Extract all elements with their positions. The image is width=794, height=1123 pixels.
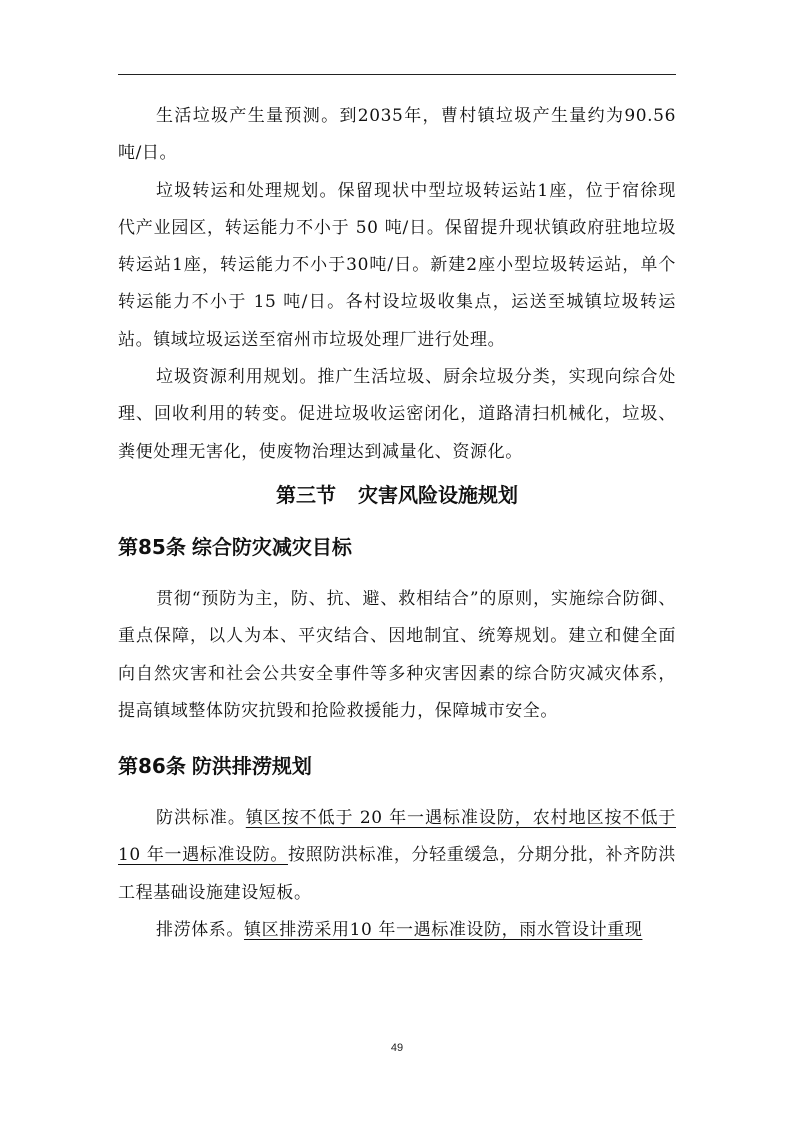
page-number: 49 [390,1042,404,1054]
article-85-heading [118,531,676,563]
article-86-heading [118,750,676,782]
header-rule [118,74,676,75]
article-85-number: 第85条 [118,534,186,559]
paragraph-garbage-forecast: 生活垃圾产生量预测。到2035年，曹村镇垃圾产生量约为90.56吨/日。 [118,106,676,164]
article-86-flood-standard [118,800,676,912]
flood-standard-rest: 按照防洪标准，分轻重缓急，分期分批，补齐防洪工程基础设施建设短板。 [118,845,676,903]
paragraph-garbage-transfer: 垃圾转运和处理规划。保留现状中型垃圾转运站1座，位于宿徐现代产业园区，转运能力不小于 50 吨/日。保留提升现状镇政府驻地垃圾转运站1座，转运能力不小于30吨/日。新建2座小型垃圾转运站，单个转运能力不小于 15 吨/日。各村设垃圾收集点，运送至城镇垃圾转运站。镇域垃圾运送至宿州市垃圾处理厂进行处理。 [118,180,676,350]
flood-standard-underlined: 镇区按不低于 20 年一遇标准设防，农村地区按不低于 10 年一遇标准设防。 [118,808,676,866]
paragraph-garbage-resource: 垃圾资源利用规划。推广生活垃圾、厨余垃圾分类，实现向综合处理、回收利用的转变。促进垃圾收运密闭化，道路清扫机械化，垃圾、粪便处理无害化，使废物治理达到减量化、资源化。 [118,367,676,462]
section-heading [118,479,676,511]
section-number: 第三节 [276,482,336,507]
page-content [118,98,676,949]
drainage-lead: 排涝体系。 [156,920,244,941]
article-85-title: 综合防灾减灾目标 [191,534,352,559]
article-86-number: 第86条 [118,754,186,779]
article-86-title: 防洪排涝规划 [191,754,312,779]
article-86-drainage [118,912,676,949]
section-title: 灾害风险设施规划 [358,482,518,507]
flood-standard-lead: 防洪标准。 [156,808,246,829]
article-85-body: 贯彻“预防为主，防、抗、避、救相结合”的原则，实施综合防御、重点保障，以人为本、平灾结合、因地制宜、统筹规划。建立和健全面向自然灾害和社会公共安全事件等多种灾害因素的综合防灾减灾体系，提高镇域整体防灾抗毁和抢险救援能力，保障城市安全。 [118,588,676,721]
drainage-underlined: 镇区排涝采用10 年一遇标准设防，雨水管设计重现 [244,920,643,941]
